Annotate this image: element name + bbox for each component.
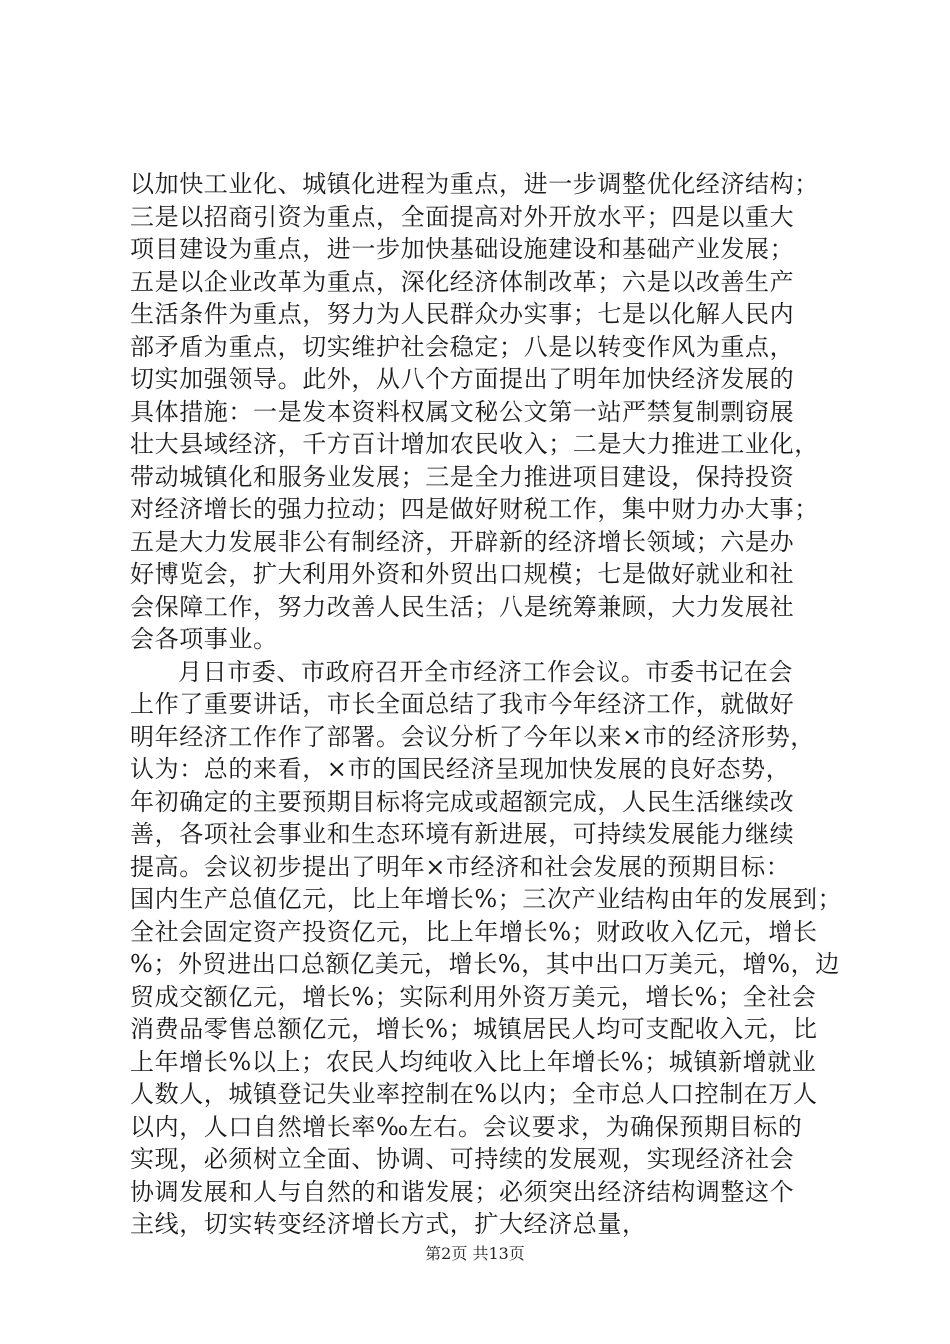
text-line: 年初确定的主要预期目标将完成或超额完成，人民生活继续改 (130, 787, 795, 816)
text-line: 以加快工业化、城镇化进程为重点，进一步调整优化经济结构； (130, 170, 819, 198)
page-number-footer: 第2页 共13页 (425, 1244, 525, 1263)
text-line: 提高。会议初步提出了明年×市经济和社会发展的预期目标： (130, 852, 791, 881)
text-line: %；外贸进出口总额亿美元，增长%，其中出口万美元，增%，边 (130, 950, 840, 978)
text-line: 生活条件为重点，努力为人民群众办实事；七是以化解人民内 (130, 300, 795, 328)
text-line: 部矛盾为重点，切实维护社会稳定；八是以转变作风为重点， (130, 332, 795, 361)
text-line: 主线，切实转变经济增长方式，扩大经济总量， (130, 1210, 647, 1238)
text-line: 认为：总的来看，×市的国民经济呈现加快发展的良好态势， (130, 755, 791, 783)
text-line: 带动城镇化和服务业发展；三是全力推进项目建设，保持投资 (130, 462, 795, 491)
text-line: 会保障工作，努力改善人民生活；八是统筹兼顾，大力发展社 (130, 592, 795, 621)
text-line: 人数人，城镇登记失业率控制在%以内；全市总人口控制在万人 (130, 1080, 818, 1108)
text-line: 实现，必须树立全面、协调、可持续的发展观，实现经济社会 (130, 1145, 795, 1173)
text-line: 具体措施：一是发本资料权属文秘公文第一站严禁复制剽窃展 (130, 397, 795, 426)
text-line: 三是以招商引资为重点，全面提高对外开放水平；四是以重大 (130, 202, 795, 231)
text-line: 会各项事业。 (130, 625, 278, 653)
text-line: 对经济增长的强力拉动；四是做好财税工作，集中财力办大事； (130, 495, 819, 523)
text-line: 好博览会，扩大利用外资和外贸出口规模；七是做好就业和社 (130, 560, 795, 588)
text-line: 国内生产总值亿元，比上年增长%；三次产业结构由年的发展到； (130, 885, 843, 913)
text-line: 五是以企业改革为重点，深化经济体制改革；六是以改善生产 (130, 267, 795, 296)
text-line: 壮大县域经济，千方百计增加农民收入；二是大力推进工业化， (130, 430, 819, 458)
text-line: 上作了重要讲话，市长全面总结了我市今年经济工作，就做好 (130, 690, 795, 718)
text-line: 协调发展和人与自然的和谐发展；必须突出经济结构调整这个 (130, 1177, 795, 1206)
text-line: 善，各项社会事业和生态环境有新进展，可持续发展能力继续 (130, 820, 795, 848)
body-text (130, 168, 843, 1241)
text-line: 上年增长%以上；农民人均纯收入比上年增长%；城镇新增就业 (130, 1047, 817, 1076)
paragraph-first-line: 月日市委、市政府召开全市经济工作会议。市委书记在会 (178, 657, 793, 686)
text-line: 五是大力发展非公有制经济，开辟新的经济增长领域；六是办 (130, 527, 795, 556)
text-line: 贸成交额亿元，增长%；实际利用外资万美元，增长%；全社会 (130, 982, 817, 1011)
text-line: 项目建设为重点，进一步加快基础设施建设和基础产业发展； (130, 235, 795, 263)
text-line: 消费品零售总额亿元，增长%；城镇居民人均可支配收入元，比 (130, 1015, 818, 1043)
text-line: 以内，人口自然增长率‰左右。会议要求，为确保预期目标的 (130, 1112, 803, 1141)
text-line: 全社会固定资产投资亿元，比上年增长%；财政收入亿元，增长 (130, 917, 818, 946)
text-line: 切实加强领导。此外，从八个方面提出了明年加快经济发展的 (130, 365, 795, 393)
text-line: 明年经济工作作了部署。会议分析了今年以来×市的经济形势， (130, 722, 815, 751)
